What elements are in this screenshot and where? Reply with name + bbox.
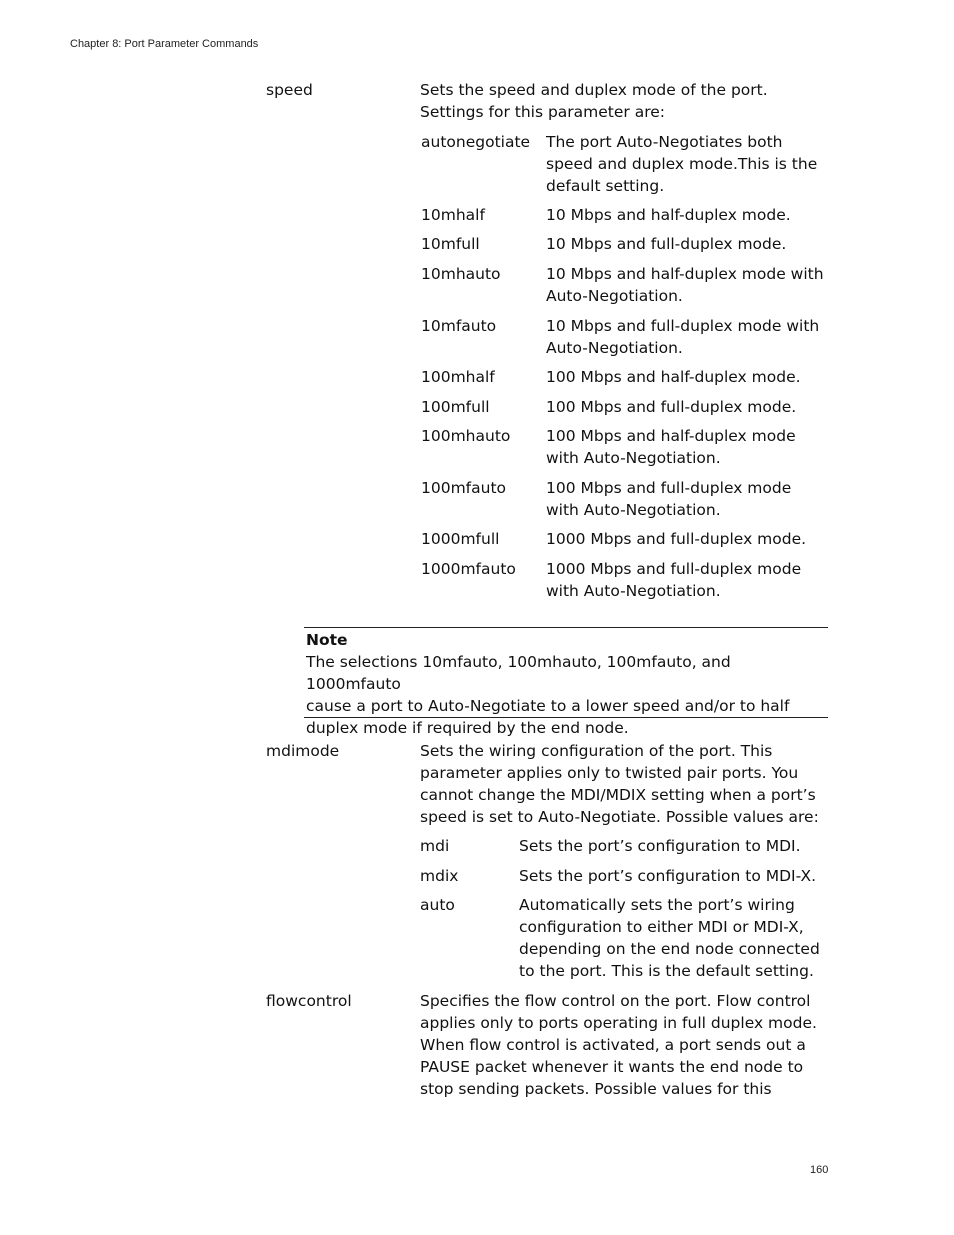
note-line: cause a port to Auto-Negotiate to a lower speed and/or to half — [306, 697, 790, 715]
value-desc — [546, 131, 831, 197]
desc-line: 10 Mbps and half-duplex mode with — [546, 265, 824, 283]
value-name: autonegotiate — [421, 133, 531, 151]
value-name: 100mhalf — [421, 368, 495, 386]
value-desc — [519, 865, 829, 887]
value-desc — [546, 558, 831, 602]
chapter-header: Chapter 8: Port Parameter Commands — [70, 38, 259, 50]
page-number: 160 — [810, 1164, 829, 1176]
value-name: 10mfull — [421, 235, 480, 253]
desc-line: parameter applies only to twisted pair ports. You — [420, 764, 799, 782]
desc-line: speed is set to Auto-Negotiate. Possible values are: — [420, 808, 819, 826]
value-desc — [519, 835, 829, 857]
value-desc — [546, 396, 831, 418]
desc-line: Sets the wiring configuration of the port. This — [420, 742, 773, 760]
desc-line: with Auto-Negotiation. — [546, 501, 721, 519]
value-name: auto — [420, 896, 455, 914]
value-name: 1000mfauto — [421, 560, 516, 578]
value-name: 10mfauto — [421, 317, 497, 335]
value-desc — [546, 477, 831, 521]
value-name: 100mhauto — [421, 427, 511, 445]
param-name-flowcontrol: flowcontrol — [266, 992, 352, 1010]
value-desc — [546, 366, 831, 388]
value-desc — [546, 315, 831, 359]
desc-line: Sets the port’s configuration to MDI-X. — [519, 867, 816, 885]
param-desc-flowcontrol — [420, 990, 830, 1100]
desc-line: 100 Mbps and full-duplex mode. — [546, 398, 797, 416]
value-name: 100mfauto — [421, 479, 507, 497]
value-desc — [546, 528, 831, 550]
value-name: 100mfull — [421, 398, 490, 416]
desc-line: 10 Mbps and full-duplex mode. — [546, 235, 787, 253]
desc-line: 100 Mbps and full-duplex mode — [546, 479, 792, 497]
desc-line: with Auto-Negotiation. — [546, 449, 721, 467]
value-name: mdi — [420, 837, 450, 855]
desc-line: Auto-Negotiation. — [546, 287, 683, 305]
value-desc — [546, 425, 831, 469]
value-desc — [546, 263, 831, 307]
desc-line: with Auto-Negotiation. — [546, 582, 721, 600]
value-name: 10mhauto — [421, 265, 501, 283]
param-desc-mdimode — [420, 740, 830, 828]
desc-line: PAUSE packet whenever it wants the end node to — [420, 1058, 804, 1076]
note-title: Note — [306, 631, 348, 649]
desc-line: default setting. — [546, 177, 665, 195]
note-line: The selections 10mfauto, 100mhauto, 100mfauto, and 1000mfauto — [306, 653, 731, 693]
desc-line: Specifies the flow control on the port. Flow control — [420, 992, 811, 1010]
desc-line: Automatically sets the port’s wiring — [519, 896, 795, 914]
desc-line: Auto-Negotiation. — [546, 339, 683, 357]
param-name-speed: speed — [266, 81, 313, 99]
desc-line: applies only to ports operating in full duplex mode. — [420, 1014, 817, 1032]
desc-line: speed and duplex mode.This is the — [546, 155, 818, 173]
desc-line: When flow control is activated, a port sends out a — [420, 1036, 806, 1054]
desc-line: configuration to either MDI or MDI-X, — [519, 918, 804, 936]
value-name: mdix — [420, 867, 459, 885]
desc-line: 10 Mbps and half-duplex mode. — [546, 206, 791, 224]
desc-line: 1000 Mbps and full-duplex mode. — [546, 530, 807, 548]
desc-line: Settings for this parameter are: — [420, 103, 665, 121]
value-desc — [519, 894, 829, 982]
desc-line: to the port. This is the default setting. — [519, 962, 814, 980]
desc-line: 1000 Mbps and full-duplex mode — [546, 560, 802, 578]
desc-line: depending on the end node connected — [519, 940, 820, 958]
value-desc — [546, 204, 831, 226]
param-name-mdimode: mdimode — [266, 742, 340, 760]
desc-line: Sets the port’s configuration to MDI. — [519, 837, 801, 855]
note-line: duplex mode if required by the end node. — [306, 719, 629, 737]
value-name: 10mhalf — [421, 206, 485, 224]
desc-line: cannot change the MDI/MDIX setting when a port’s — [420, 786, 816, 804]
desc-line: 10 Mbps and full-duplex mode with — [546, 317, 820, 335]
desc-line: The port Auto-Negotiates both — [546, 133, 783, 151]
desc-line: Sets the speed and duplex mode of the port. — [420, 81, 768, 99]
value-name: 1000mfull — [421, 530, 500, 548]
desc-line: 100 Mbps and half-duplex mode — [546, 427, 796, 445]
param-desc-speed — [420, 79, 830, 123]
value-desc — [546, 233, 831, 255]
note-box — [304, 627, 828, 737]
desc-line: 100 Mbps and half-duplex mode. — [546, 368, 801, 386]
desc-line: stop sending packets. Possible values for this — [420, 1080, 772, 1098]
